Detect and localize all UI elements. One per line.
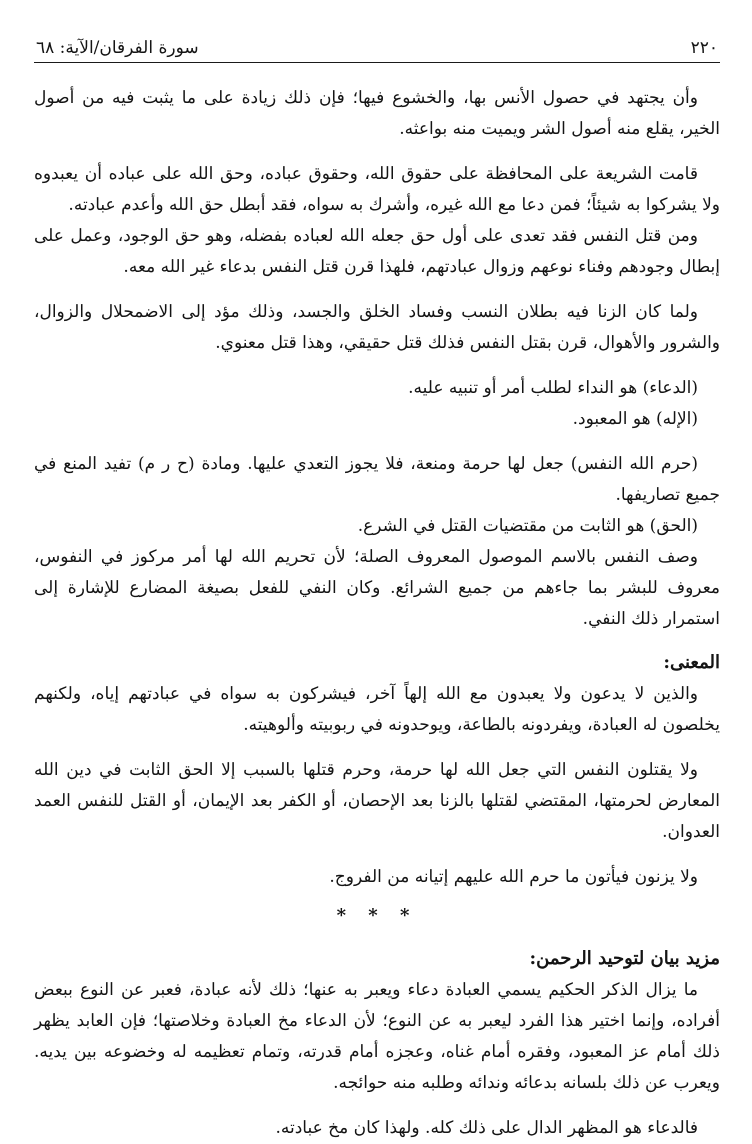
paragraph-9: ولا يزنون فيأتون ما حرم الله عليهم إتيانه من الفروج.	[329, 867, 698, 887]
section-separator: * * *	[336, 905, 418, 926]
heading-meaning: المعنى:	[663, 652, 720, 673]
page-body	[34, 83, 720, 1144]
heading-tawhid: مزيد بيان لتوحيد الرحمن:	[529, 948, 720, 969]
paragraph-4: ولما كان الزنا فيه بطلان النسب وفساد الخلق والجسد، وذلك مؤد إلى الاضمحلال والزوال، والشرور والأهوال، قرن بقتل النفس فذلك قتل حقيقي، وهذا قتل معنوي.	[34, 302, 720, 353]
paragraph-11: فالدعاء هو المظهر الدال على ذلك كله. ولهذا كان مخ عبادته.	[275, 1118, 698, 1138]
paragraph-8: ولا يقتلون النفس التي جعل الله لها حرمة، وحرم قتلها بالسبب إلا الحق الثابت في دين الله المعارض لحرمتها، المقتضي لقتلها بالزنا بعد الإحصان، أو الكفر بعد الإيمان، أو القتل للنفس العمد العدوان.	[34, 760, 720, 842]
definition-dua: (الدعاء) هو النداء لطلب أمر أو تنبيه عليه.	[408, 378, 698, 398]
paragraph-10: ما يزال الذكر الحكيم يسمي العبادة دعاء ويعبر به عنها؛ ذلك لأنه عبادة، فعبر عن النوع ببعض أفراده، وإنما اختير هذا الفرد ليعبر به عن النوع؛ لأن الدعاء مخ العبادة وخلاصتها؛ فإن العابد يظهر ذلك أمام عز المعبود، وفقره أمام غناه، وعجزه أمام قدرته، وتمام تعظيمه له وخضوعه بين يديه. ويعرب عن ذلك بلسانه بدعائه وندائه وطلبه منه حوائجه.	[34, 980, 720, 1093]
paragraph-6: وصف النفس بالاسم الموصول المعروف الصلة؛ لأن تحريم الله لها أمر مركوز في النفوس، معروف للبشر بما جاءهم من جميع الشرائع. وكان النفي للفعل بصيغة المضارع للإشارة إلى استمرار ذلك النفي.	[34, 547, 720, 629]
definition-haqq: (الحق) هو الثابت من مقتضيات القتل في الشرع.	[357, 516, 698, 536]
running-title: سورة الفرقان/الآية: ٦٨	[36, 38, 199, 58]
paragraph-7: والذين لا يدعون ولا يعبدون مع الله إلهاً آخر، فيشركون به سواه في عبادتهم إياه، ولكنهم يخلصون له العبادة، ويفردونه بالطاعة، ويوحدونه في ربوبيته وألوهيته.	[34, 684, 720, 735]
paragraph-3: ومن قتل النفس فقد تعدى على أول حق جعله الله لعباده بفضله، وهو حق الوجود، وعمل على إبطال وجودهم وفناء نوعهم وزوال عبادتهم، فلهذا قرن قتل النفس بدعاء غير الله معه.	[34, 226, 720, 277]
book-page	[34, 30, 720, 1138]
paragraph-1: وأن يجتهد في حصول الأنس بها، والخشوع فيها؛ فإن ذلك زيادة على ما يثبت فيه من أصول الخير، يقلع منه أصول الشر ويميت منه بواعثه.	[34, 88, 720, 139]
paragraph-5: (حرم الله النفس) جعل لها حرمة ومنعة، فلا يجوز التعدي عليها. ومادة (ح ر م) تفيد المنع في جميع تصاريفها.	[34, 454, 720, 505]
paragraph-2: قامت الشريعة على المحافظة على حقوق الله، وحقوق عباده، وحق الله على عباده أن يعبدوه ولا يشركوا به شيئاً؛ فمن دعا مع الله غيره، وأشرك به سواه، فقد أبطل حق الله وأعدم عبادته.	[34, 164, 720, 215]
definition-ilah: (الإله) هو المعبود.	[572, 409, 698, 429]
header-rule	[34, 62, 720, 63]
page-number: ٢٢٠	[690, 38, 718, 58]
page-header	[34, 30, 720, 58]
